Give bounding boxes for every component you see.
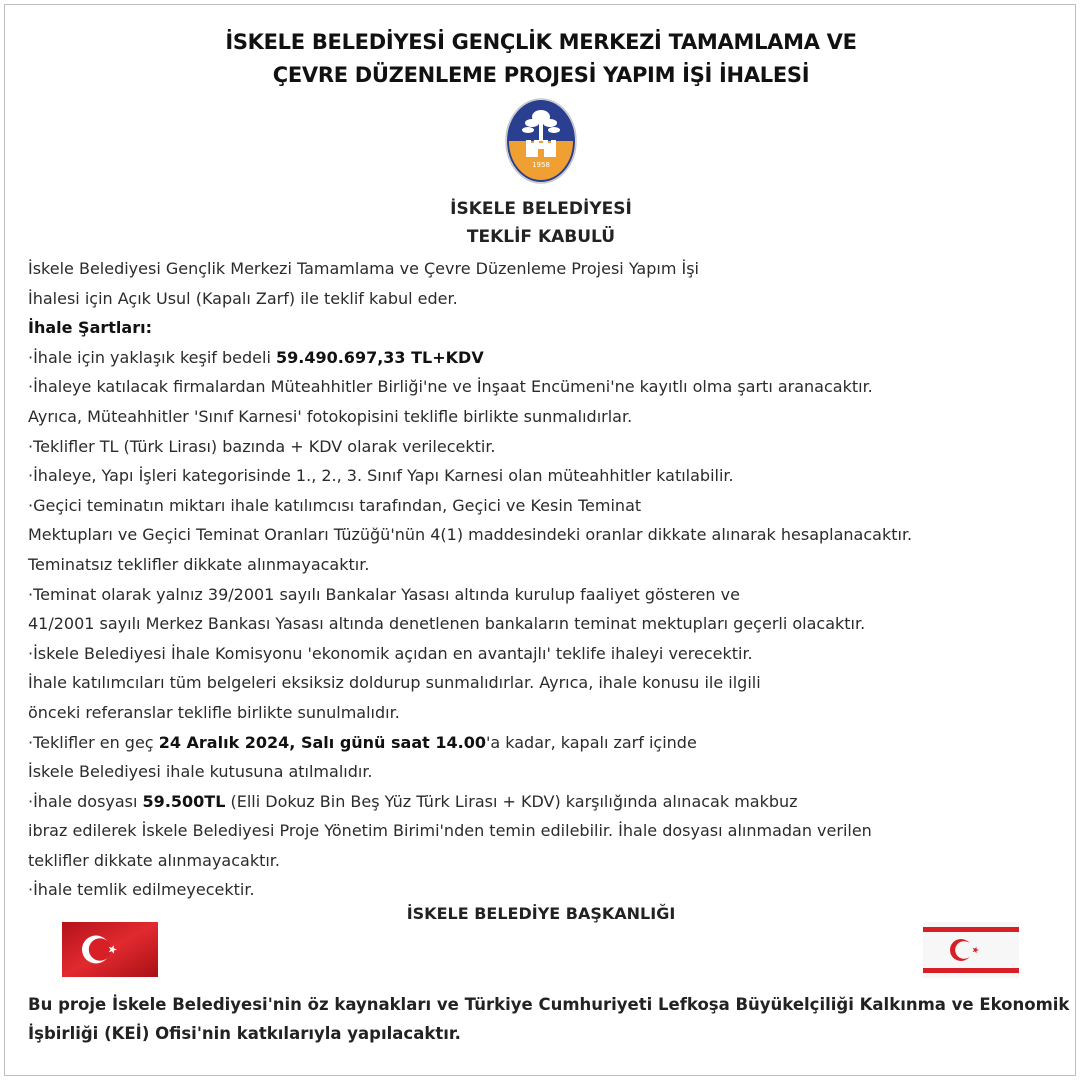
condition-assignment: ·İhale temlik edilmeyecektir. — [28, 880, 255, 900]
logo-year: 1958 — [532, 161, 550, 169]
notice-body — [28, 254, 1058, 905]
condition-category: ·İhaleye, Yapı İşleri kategorisinde 1., 2., 3. Sınıf Yapı Karnesi olan müteahhitler katılabilir. — [28, 466, 734, 486]
condition-guarantee-note: Teminatsız teklifler dikkate alınmayacaktır. — [28, 554, 370, 574]
signature: İSKELE BELEDİYE BAŞKANLIĞI — [406, 904, 676, 923]
condition-documents: İhale katılımcıları tüm belgeleri eksiksiz doldurup sunmalıdırlar. Ayrıca, ihale konusu ile ilgili — [28, 673, 761, 693]
condition-file-price — [28, 787, 1058, 817]
intro-line-1: İskele Belediyesi Gençlik Merkezi Tamamlama ve Çevre Düzenleme Projesi Yapım İşi — [28, 259, 699, 278]
condition-registration: ·İhaleye katılacak firmalardan Müteahhitler Birliği'ne ve İnşaat Encümeni'ne kayıtlı olma şartı aranacaktır. — [28, 377, 873, 397]
conditions-heading: İhale Şartları: — [28, 318, 152, 338]
condition-guarantee: ·Geçici teminatın miktarı ihale katılımcısı tarafından, Geçici ve Kesin Teminat — [28, 495, 642, 515]
file-price-prefix: ·İhale dosyası — [28, 791, 143, 811]
org-name: İSKELE BELEDİYESİ — [450, 199, 632, 219]
condition-banks-cont: 41/2001 sayılı Merkez Bankası Yasası altında denetlenen bankaların teminat mektupları geçerli olacaktır. — [28, 614, 866, 634]
condition-banks: ·Teminat olarak yalnız 39/2001 sayılı Bankalar Yasası altında kurulup faaliyet gösteren ve — [28, 584, 740, 604]
funding-note — [28, 990, 1068, 1048]
intro-line-2: İhalesi için Açık Usul (Kapalı Zarf) ile teklif kabul eder. — [28, 288, 458, 308]
condition-deadline-cont: İskele Belediyesi ihale kutusuna atılmalıdır. — [28, 762, 373, 782]
condition-currency: ·Teklifler TL (Türk Lirası) bazında + KDV olarak verilecektir. — [28, 436, 496, 456]
turkey-flag-icon — [62, 922, 158, 977]
condition-references: önceki referanslar teklifle birlikte sunulmalıdır. — [28, 702, 400, 722]
condition-deadline — [28, 728, 1058, 758]
file-price: 59.500TL — [142, 791, 226, 811]
funding-note-line-1: Bu proje İskele Belediyesi'nin öz kaynakları ve Türkiye Cumhuriyeti Lefkoşa Büyükelçiliği Kalkınma ve Ekonomik — [28, 995, 1070, 1014]
trnc-flag-icon — [923, 922, 1019, 978]
deadline-prefix: ·Teklifler en geç — [28, 732, 159, 752]
condition-estimate — [28, 343, 1058, 373]
funding-note-line-2: İşbirliği (KEİ) Ofisi'nin katkılarıyla yapılacaktır. — [28, 1024, 461, 1043]
condition-file-note: teklifler dikkate alınmayacaktır. — [28, 850, 280, 870]
file-price-suffix: (Elli Dokuz Bin Beş Yüz Türk Lirası + KDV) karşılığında alınacak makbuz — [225, 791, 798, 811]
deadline-suffix: 'a kadar, kapalı zarf içinde — [485, 732, 697, 752]
title-line-2: ÇEVRE DÜZENLEME PROJESİ YAPIM İŞİ İHALESİ — [272, 63, 810, 87]
municipality-logo — [504, 97, 578, 185]
condition-file-source: ibraz edilerek İskele Belediyesi Proje Yönetim Birimi'nden temin edilebilir. İhale dosyası alınmadan verilen — [28, 821, 872, 841]
condition-commission: ·İskele Belediyesi İhale Komisyonu 'ekonomik açıdan en avantajlı' teklife ihaleyi verecektir. — [28, 643, 753, 663]
estimate-value: 59.490.697,33 TL+KDV — [275, 347, 484, 367]
notice-subtitle: TEKLİF KABULÜ — [466, 227, 616, 247]
condition-guarantee-cont: Mektupları ve Geçici Teminat Oranları Tüzüğü'nün 4(1) maddesindeki oranlar dikkate alınarak hesaplanacaktır. — [28, 525, 913, 545]
condition-registration-cont: Ayrıca, Müteahhitler 'Sınıf Karnesi' fotokopisini teklifle birlikte sunmalıdırlar. — [28, 406, 633, 426]
deadline-date: 24 Aralık 2024, Salı günü saat 14.00 — [158, 732, 486, 752]
title-line-1: İSKELE BELEDİYESİ GENÇLİK MERKEZİ TAMAMLAMA VE — [225, 30, 857, 54]
condition-estimate-text: ·İhale için yaklaşık keşif bedeli — [28, 347, 276, 367]
